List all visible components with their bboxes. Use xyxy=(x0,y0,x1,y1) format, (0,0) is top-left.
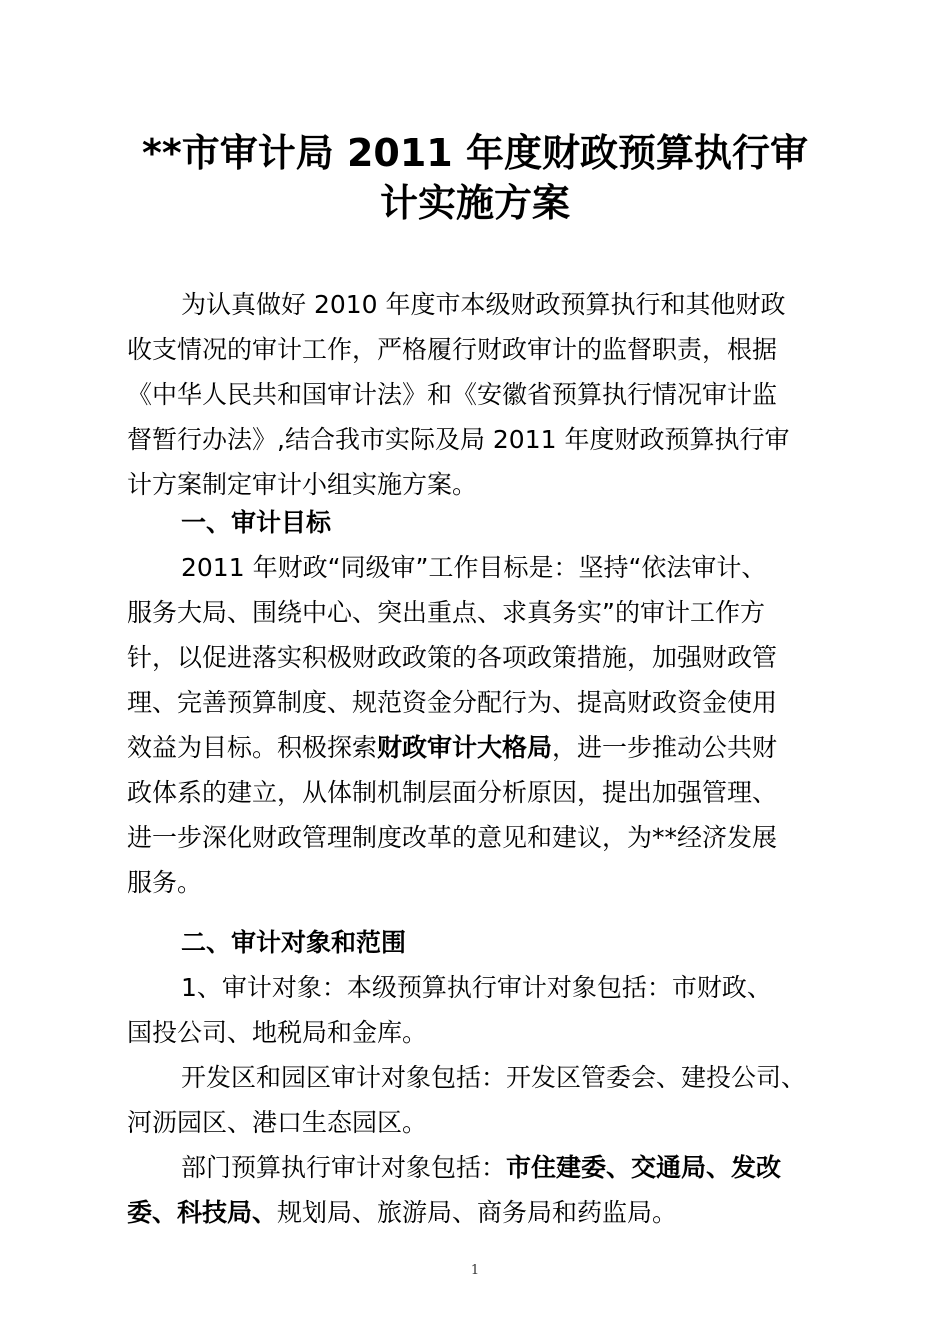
emphasis-text: 委、科技局、 xyxy=(127,1198,278,1227)
text-run: 部门预算执行审计对象包括： xyxy=(181,1153,507,1182)
emphasis-text: 财政审计大格局 xyxy=(377,733,553,762)
paragraph-line: 1、审计对象：本级预算执行审计对象包括：市财政、 xyxy=(181,973,772,1002)
document-title xyxy=(120,128,830,228)
paragraph-line: 2011 年财政“同级审”工作目标是：坚持“依法审计、 xyxy=(181,553,767,582)
paragraph-line xyxy=(127,1190,827,1235)
paragraph-line xyxy=(127,1145,827,1190)
text-run: ，进一步推动公共财 xyxy=(552,733,778,762)
paragraph-line: 督暂行办法》,结合我市实际及局 2011 年度财政预算执行审 xyxy=(127,425,790,454)
paragraph-line: 进一步深化财政管理制度改革的意见和建议，为**经济发展 xyxy=(127,823,778,852)
section-heading: 二、审计对象和范围 xyxy=(181,928,407,957)
page-number: 1 xyxy=(470,1263,480,1278)
section-heading: 一、审计目标 xyxy=(181,508,332,537)
paragraph-line: 河沥园区、港口生态园区。 xyxy=(127,1108,428,1137)
paragraph-line: 开发区和园区审计对象包括：开发区管委会、建投公司、 xyxy=(181,1063,807,1092)
paragraph-line: 国投公司、地税局和金库。 xyxy=(127,1018,428,1047)
paragraph-line xyxy=(127,725,827,770)
paragraph-line: 《中华人民共和国审计法》和《安徽省预算执行情况审计监 xyxy=(127,380,778,409)
paragraph-line: 计方案制定审计小组实施方案。 xyxy=(127,470,478,499)
title-line-1: **市审计局 2011 年度财政预算执行审 xyxy=(142,131,808,175)
text-run: 规划局、旅游局、商务局和药监局。 xyxy=(277,1198,678,1227)
paragraph-line: 收支情况的审计工作，严格履行财政审计的监督职责，根据 xyxy=(127,335,778,364)
paragraph-line: 服务大局、围绕中心、突出重点、求真务实”的审计工作方 xyxy=(127,598,765,627)
text-run: 效益为目标。积极探索 xyxy=(127,733,378,762)
paragraph-line: 针，以促进落实积极财政政策的各项政策措施，加强财政管 xyxy=(127,643,778,672)
paragraph-line: 服务。 xyxy=(127,868,203,897)
paragraph-line: 政体系的建立，从体制机制层面分析原因，提出加强管理、 xyxy=(127,778,778,807)
intro-paragraph xyxy=(127,282,827,507)
emphasis-text: 市住建委、交通局、发改 xyxy=(506,1153,782,1182)
section-2 xyxy=(127,920,827,1235)
paragraph-line: 理、完善预算制度、规范资金分配行为、提高财政资金使用 xyxy=(127,688,778,717)
paragraph-line: 为认真做好 2010 年度市本级财政预算执行和其他财政 xyxy=(181,290,786,319)
section-1 xyxy=(127,500,827,905)
title-line-2: 计实施方案 xyxy=(379,181,570,225)
